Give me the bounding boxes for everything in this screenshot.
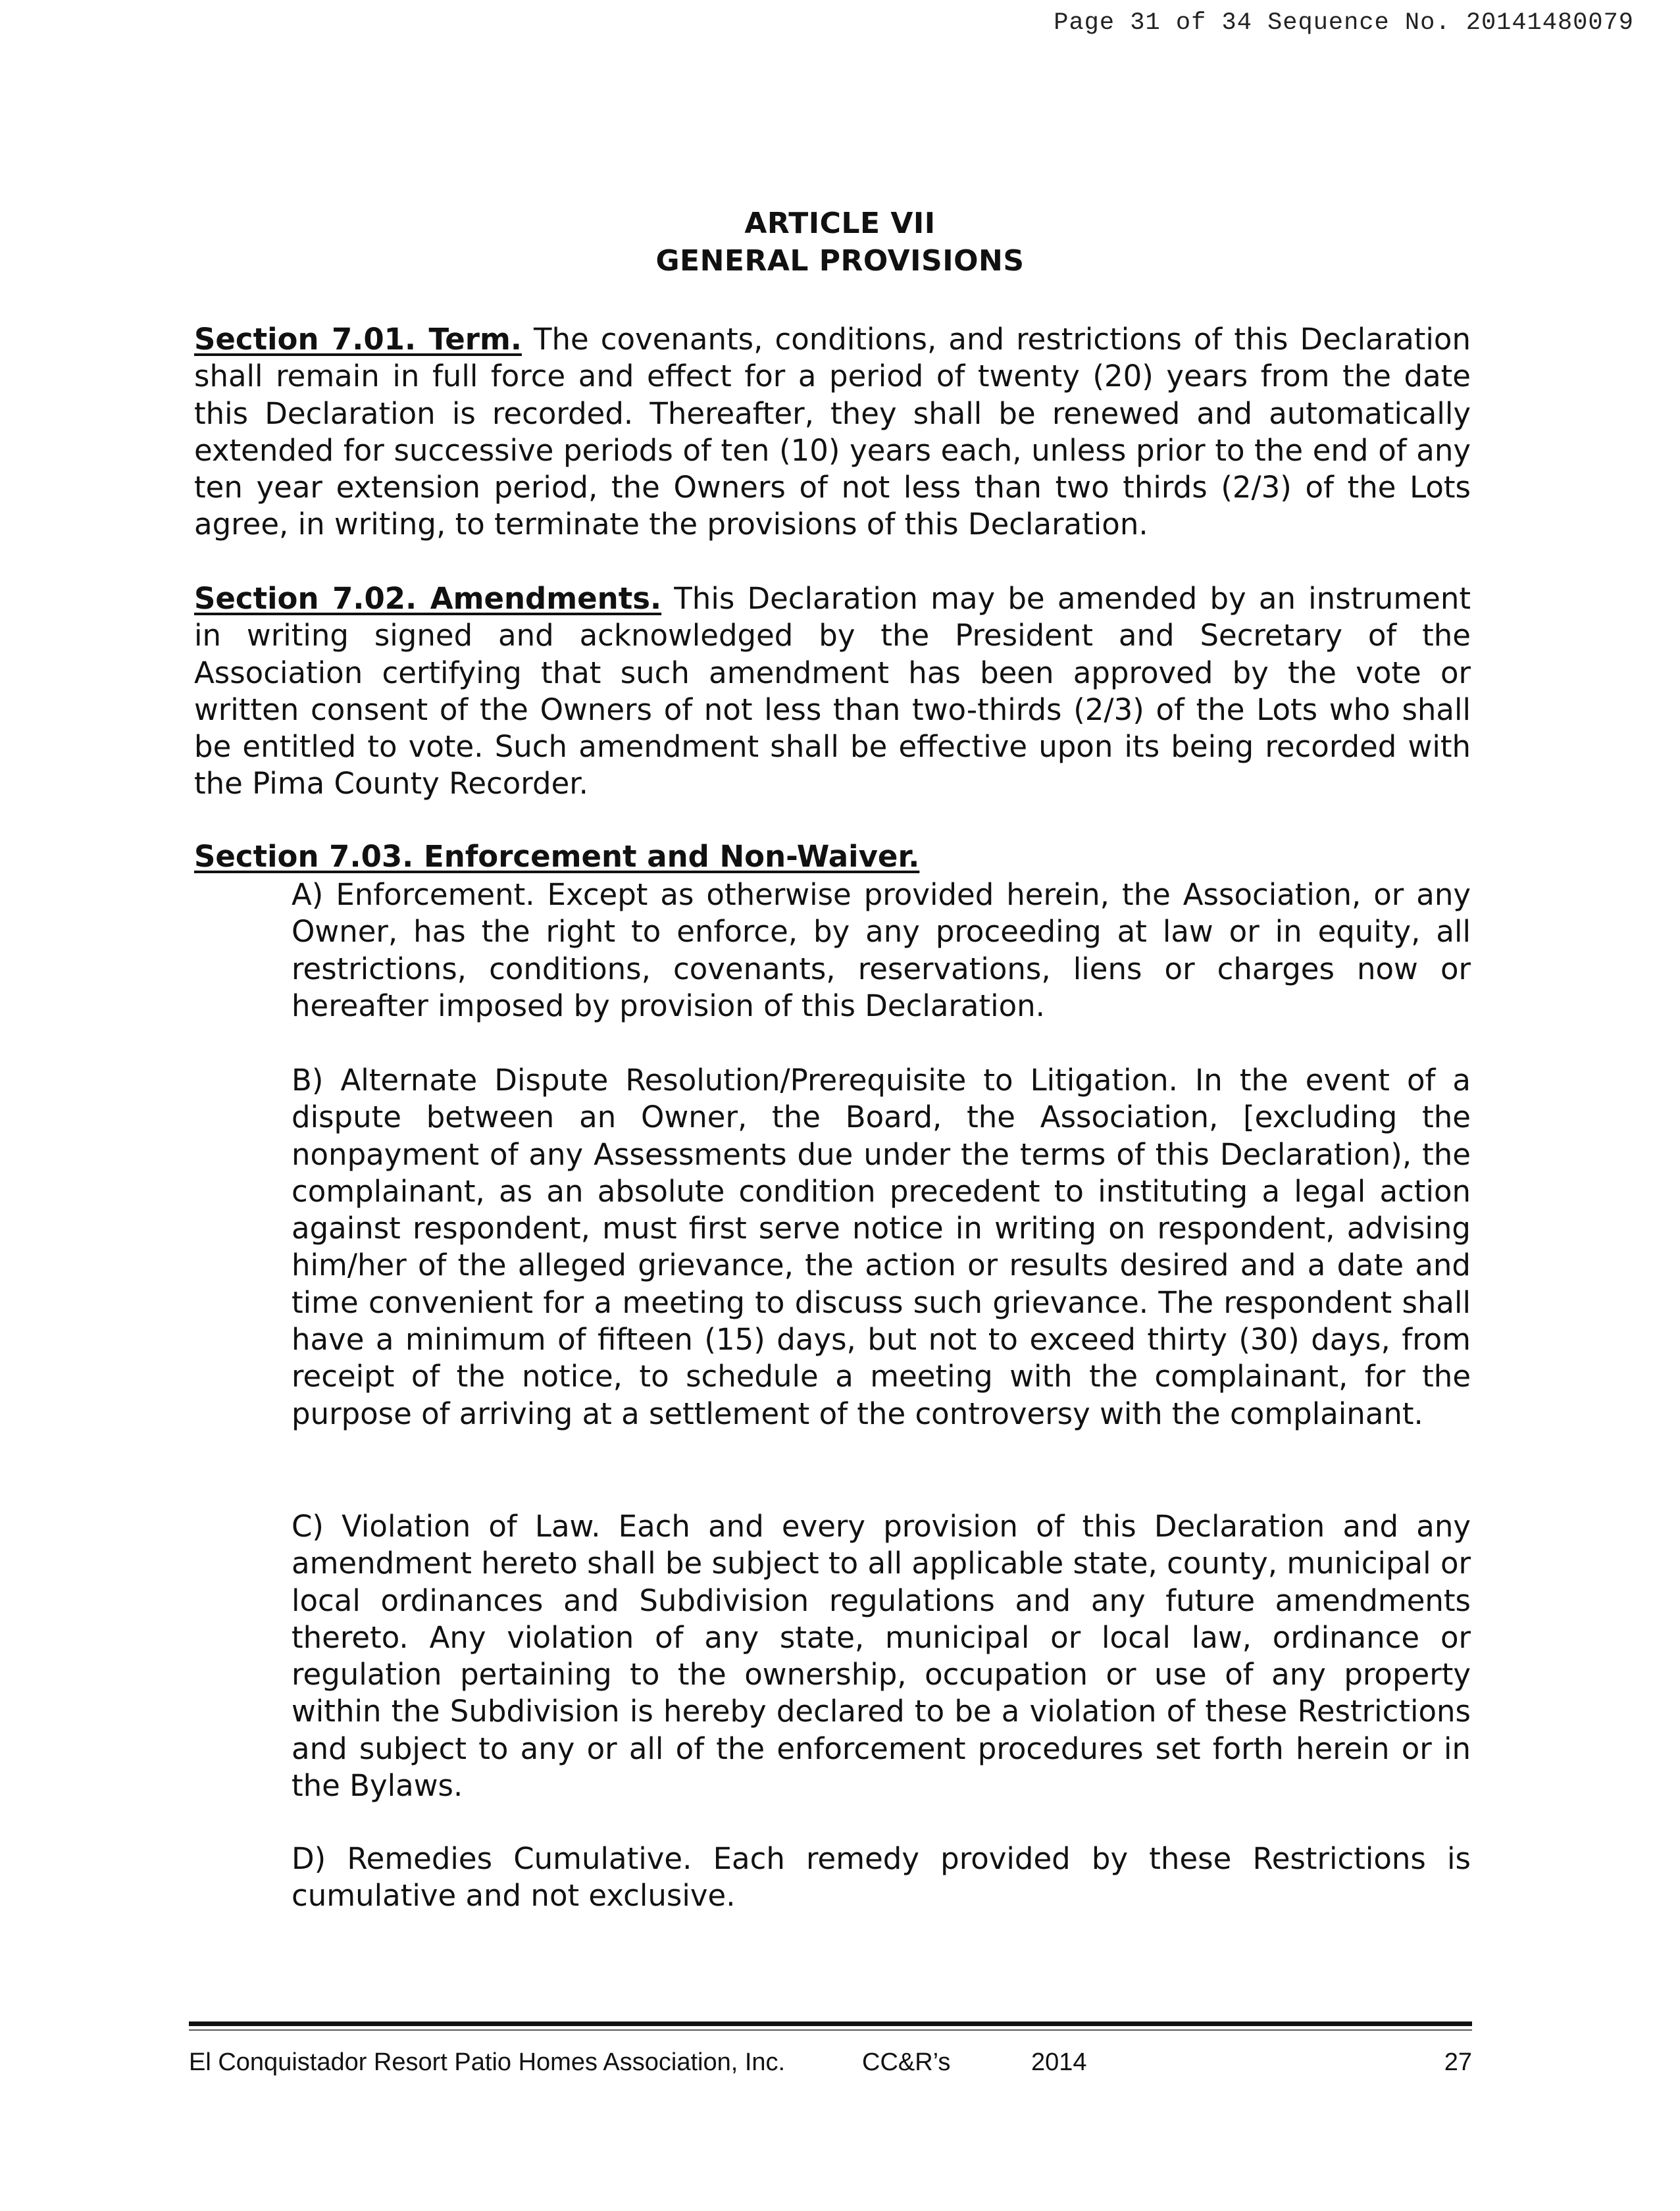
footer-year: 2014 — [1031, 2048, 1087, 2076]
section-enforcement — [194, 838, 1471, 875]
section-amendments-body: This Declaration may be amended by an instrument in writing signed and acknowledged by the President and Secretary of the Association certifying that such amendment has been approved by the vote or written consent of the Owners of not less than two-thirds (2/3) of the Lots who shall be entitled to vote. Such amendment shall be effective upon its being recorded with the Pima County Recorder. — [194, 581, 1471, 801]
section-term-body: The covenants, conditions, and restrictions of this Declaration shall remain in full force and effect for a period of twenty (20) years from the date this Declaration is recorded. Thereafter, they shall be renewed and automatically extended for successive periods of ten (10) years each, unless prior to the end of any ten year extension period, the Owners of not less than two thirds (2/3) of the Lots agree, in writing, to terminate the provisions of this Declaration. — [194, 322, 1471, 542]
violation-of-law-item-c: C) Violation of Law. Each and every provision of this Declaration and any amendment hereto shall be subject to all applicable state, county, municipal or local ordinances and Subdivision regulations and any future amendments thereto. Any violation of any state, municipal or local law, ordinance or regulation pertaining to the ownership, occupation or use of any property within the Subdivision is hereby declared to be a violation of these Restrictions and subject to any or all of the enforcement procedures set forth herein or in the Bylaws. — [292, 1509, 1471, 1804]
footer-divider-thin — [189, 2029, 1472, 2031]
article-title: GENERAL PROVISIONS — [655, 244, 1025, 278]
footer-organization: El Conquistador Resort Patio Homes Association, Inc. — [189, 2048, 786, 2076]
enforcement-item-a: A) Enforcement. Except as otherwise provided herein, the Association, or any Owner, has the right to enforce, by any proceeding at law or in equity, all restrictions, conditions, covenants, reservations, liens or charges now or hereafter imposed by provision of this Declaration. — [292, 877, 1471, 1023]
page-sequence-stamp: Page 31 of 34 Sequence No. 20141480079 — [1054, 9, 1634, 37]
section-amendments — [194, 580, 1471, 803]
section-enforcement-heading: Section 7.03. Enforcement and Non-Waiver. — [194, 839, 920, 874]
article-number: ARTICLE VII — [744, 207, 936, 240]
section-amendments-heading: Section 7.02. Amendments. — [194, 581, 662, 616]
section-term-heading: Section 7.01. Term. — [194, 322, 522, 357]
footer-page-number: 27 — [1444, 2048, 1472, 2076]
section-term — [194, 321, 1471, 544]
footer-divider — [189, 2021, 1472, 2026]
footer-document-name: CC&R’s — [862, 2048, 951, 2076]
remedies-cumulative-item-d: D) Remedies Cumulative. Each remedy provided by these Restrictions is cumulative and not exclusive. — [292, 1841, 1471, 1914]
dispute-resolution-item-b: B) Alternate Dispute Resolution/Prerequisite to Litigation. In the event of a dispute between an Owner, the Board, the Association, [excluding the nonpayment of any Assessments due under the terms of this Declaration), the complainant, as an absolute condition precedent to instituting a legal action against respondent, must first serve notice in writing on respondent, advising him/her of the alleged grievance, the action or results desired and a date and time convenient for a meeting to discuss such grievance. The respondent shall have a minimum of fifteen (15) days, but not to exceed thirty (30) days, from receipt of the notice, to schedule a meeting with the complainant, for the purpose of arriving at a settlement of the controversy with the complainant. — [292, 1063, 1471, 1431]
